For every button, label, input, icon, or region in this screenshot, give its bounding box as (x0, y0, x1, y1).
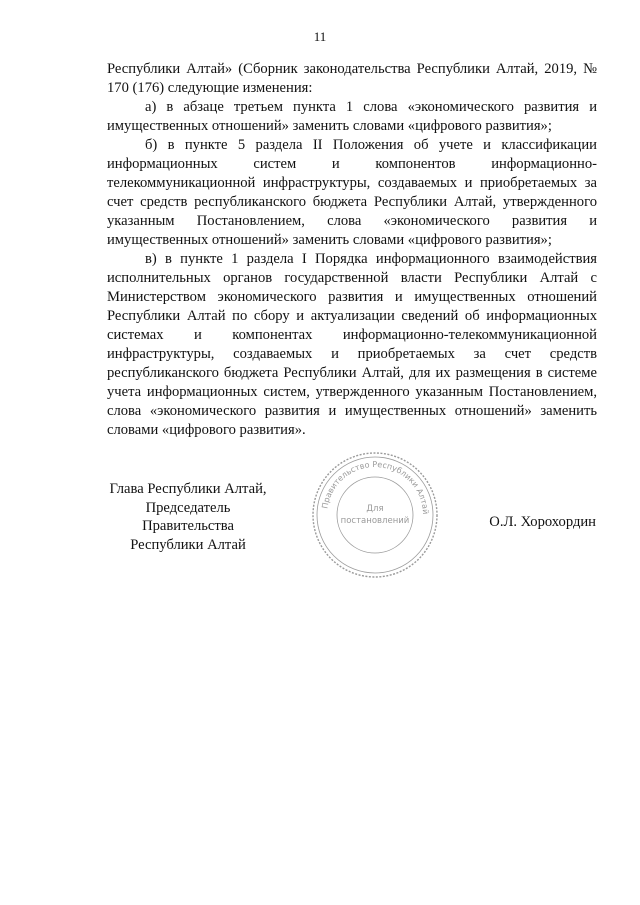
stamp-inner-text-line: постановлений (340, 516, 410, 526)
paragraph-intro: Республики Алтай» (Сборник законодательства Республики Алтай, 2019, № 170 (176) следующие изменения: (107, 61, 597, 96)
paragraph-item-v: в) в пункте 1 раздела I Порядка информационного взаимодействия исполнительных органов государственной власти Республики Алтай с Министерством экономического развития и имущественных отношений Республики Алтай по сбору и актуализации сведений об информационных системах и компонентах информационно-телекоммуникационной инфраструктуры, создаваемых и приобретаемых за счет средств республиканского бюджета Республики Алтай, для их размещения в системе учета информационных систем, утвержденного указанным Постановлением, слова «экономического развития и имущественных отношений» заменить словами «цифрового развития». (107, 251, 597, 438)
stamp-outer-ring (313, 453, 437, 577)
stamp-inner-text-line: Для (366, 504, 384, 514)
signatory-name: О.Л. Хорохордин (489, 514, 596, 530)
stamp-inner-ring (337, 477, 413, 553)
signatory-title-line: Председатель Правительства (142, 499, 234, 534)
signatory-title (102, 480, 274, 554)
stamp-outer-text: Правительство Республики Алтай (320, 459, 431, 515)
page-number: 11 (313, 29, 327, 44)
paragraph-item-a: а) в абзаце третьем пункта 1 слова «экономического развития и имущественных отношений» заменить словами «цифрового развития»; (107, 99, 597, 134)
signatory-title-line: Республики Алтай (130, 536, 246, 553)
signatory-title-line: Глава Республики Алтай, (109, 481, 267, 497)
stamp-mid-ring (317, 457, 433, 573)
official-stamp (310, 450, 440, 580)
document-body (107, 60, 597, 440)
paragraph-item-b: б) в пункте 5 раздела II Положения об учете и классификации информационных систем и компонентов информационно-телекоммуникационной инфраструктуры, создаваемых и приобретаемых за счет средств республиканского бюджета Республики Алтай, утвержденного указанным Постановлением, слова «экономического развития и имущественных отношений» заменить словами «цифрового развития»; (107, 137, 597, 248)
